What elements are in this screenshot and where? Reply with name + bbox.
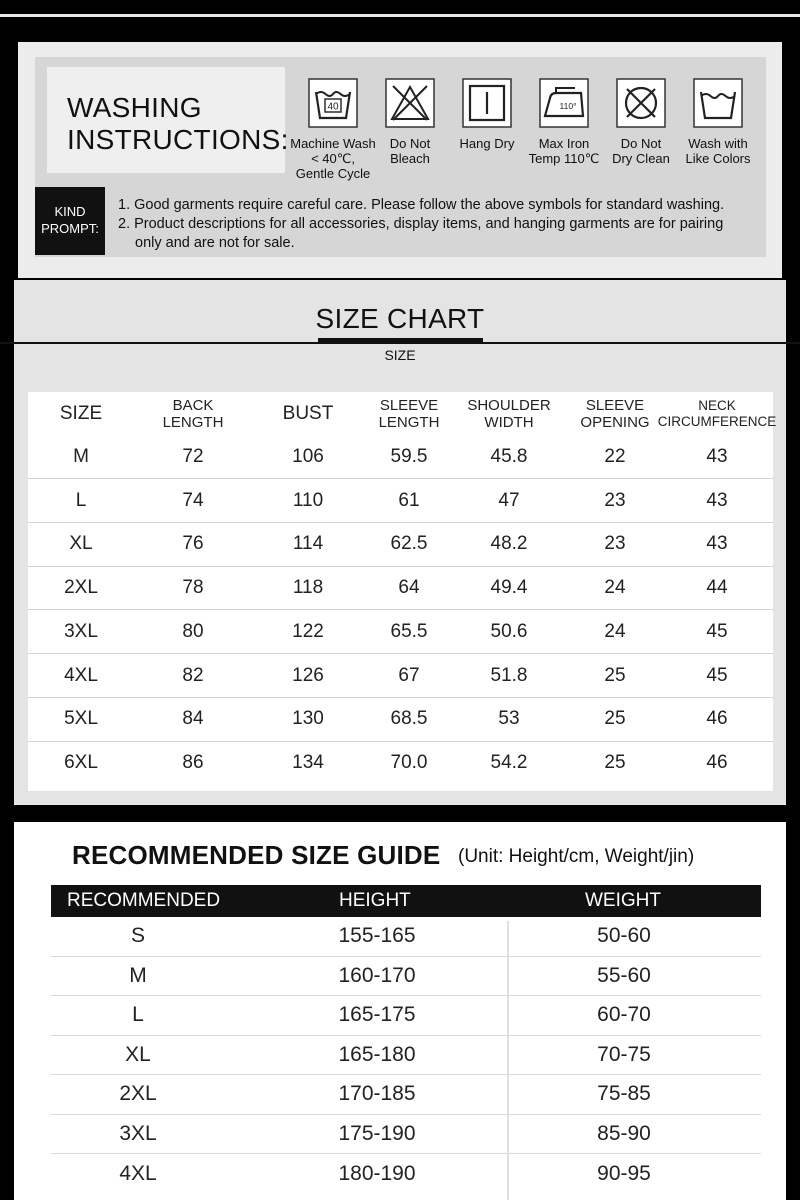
header-size: SIZE (59, 403, 103, 425)
size-chart-title: SIZE CHART (315, 303, 485, 334)
cell-bust: 130 (292, 708, 324, 730)
cell-neck-circumference: 45 (706, 664, 728, 686)
size-chart-divider (0, 342, 800, 344)
cell-sleeve-opening: 22 (604, 446, 626, 468)
cell-neck-circumference: 43 (706, 446, 728, 468)
cell-size: M (73, 446, 89, 468)
cell-shoulder-width: 45.8 (490, 446, 528, 468)
table-row (28, 567, 773, 611)
header-neck-circumference: NECK CIRCUMFERENCE (657, 397, 777, 429)
table-row (28, 654, 773, 698)
cell-size: 2XL (64, 577, 98, 599)
cell-sleeve-opening: 23 (604, 533, 626, 555)
cell-shoulder-width: 51.8 (490, 664, 528, 686)
recommended-guide-unit: (Unit: Height/cm, Weight/jin) (458, 846, 695, 867)
cell-sleeve-opening: 25 (604, 708, 626, 730)
cell-back-length: 72 (182, 446, 204, 468)
svg-text:110°: 110° (559, 101, 577, 111)
cell-height: 175-190 (338, 1121, 416, 1145)
care-symbol-no-dry-clean: Do Not Dry Clean (595, 78, 687, 166)
size-table-header (28, 392, 777, 436)
iron-110-icon (539, 78, 589, 128)
machine-wash-40-icon (308, 78, 358, 128)
cell-recommended: M (129, 963, 147, 987)
cell-bust: 114 (292, 533, 324, 555)
cell-shoulder-width: 53 (498, 708, 520, 730)
cell-bust: 122 (292, 620, 324, 642)
cell-recommended: XL (125, 1042, 151, 1066)
care-symbol-no-bleach: Do Not Bleach (364, 78, 456, 166)
cell-size: L (75, 489, 87, 511)
cell-back-length: 86 (182, 752, 204, 774)
cell-size: 5XL (64, 708, 98, 730)
recommended-guide-title: RECOMMENDED SIZE GUIDE (72, 840, 441, 870)
washing-title: WASHING INSTRUCTIONS: (67, 92, 289, 155)
cell-sleeve-opening: 24 (604, 577, 626, 599)
size-chart-subtitle: SIZE (384, 347, 416, 363)
cell-sleeve-length: 59.5 (390, 446, 428, 468)
cell-recommended: 4XL (119, 1161, 157, 1185)
cell-shoulder-width: 47 (498, 489, 520, 511)
table-row (28, 611, 773, 655)
cell-sleeve-opening: 25 (604, 752, 626, 774)
header-weight: WEIGHT (585, 890, 661, 911)
header-back-length: BACK LENGTH (162, 396, 224, 431)
cell-neck-circumference: 43 (706, 489, 728, 511)
header-height: HEIGHT (339, 890, 411, 911)
header-shoulder-width: SHOULDER WIDTH (467, 396, 551, 431)
cell-bust: 110 (292, 489, 324, 511)
table-row (28, 742, 773, 786)
cell-back-length: 74 (182, 489, 204, 511)
cell-sleeve-opening: 25 (604, 664, 626, 686)
cell-sleeve-length: 70.0 (390, 752, 428, 774)
header-sleeve-opening: SLEEVE OPENING (580, 396, 650, 431)
cell-shoulder-width: 54.2 (490, 752, 528, 774)
cell-neck-circumference: 45 (706, 620, 728, 642)
care-symbol-like-colors: Wash with Like Colors (672, 78, 764, 166)
cell-weight: 75-85 (597, 1082, 651, 1106)
header-bust: BUST (282, 403, 334, 425)
cell-size: 3XL (64, 620, 98, 642)
table-row (51, 1036, 761, 1076)
cell-size: XL (69, 533, 93, 555)
table-row (28, 479, 773, 523)
cell-weight: 70-75 (597, 1042, 651, 1066)
prompt-note-1: 1. Good garments require careful care. Please follow the above symbols for standard washing. (118, 197, 725, 213)
cell-sleeve-length: 65.5 (390, 620, 428, 642)
prompt-note-2-cont: only and are not for sale. (135, 235, 295, 251)
cell-recommended: L (132, 1003, 144, 1027)
kind-prompt-notes (118, 196, 758, 253)
wash-like-colors-icon (693, 78, 743, 128)
cell-back-length: 82 (182, 664, 204, 686)
cell-sleeve-length: 62.5 (390, 533, 428, 555)
recommended-column-divider (507, 921, 509, 1200)
cell-back-length: 76 (182, 533, 204, 555)
cell-recommended: 2XL (119, 1082, 157, 1106)
cell-bust: 134 (292, 752, 324, 774)
table-row (28, 523, 773, 567)
table-row (28, 436, 773, 480)
header-recommended: RECOMMENDED (67, 890, 221, 911)
cell-shoulder-width: 48.2 (490, 533, 528, 555)
top-divider (0, 14, 800, 17)
recommended-table-header (51, 885, 761, 917)
do-not-bleach-icon (385, 78, 435, 128)
cell-neck-circumference: 44 (706, 577, 728, 599)
cell-height: 165-180 (338, 1042, 416, 1066)
cell-sleeve-length: 68.5 (390, 708, 428, 730)
cell-weight: 60-70 (597, 1003, 651, 1027)
cell-height: 155-165 (338, 924, 416, 948)
cell-back-length: 84 (182, 708, 204, 730)
table-row (51, 1075, 761, 1115)
cell-height: 160-170 (338, 963, 416, 987)
care-symbol-machine-wash: 40 Machine Wash < 40℃, Gentle Cycle (287, 78, 379, 181)
svg-text:40: 40 (327, 101, 339, 113)
cell-back-length: 80 (182, 620, 204, 642)
prompt-note-2: 2. Product descriptions for all accessories, display items, and hanging garments are for pairing (118, 216, 724, 232)
cell-weight: 55-60 (597, 963, 651, 987)
kind-prompt-badge: KIND PROMPT: (35, 187, 105, 255)
table-row (51, 996, 761, 1036)
cell-recommended: 3XL (119, 1121, 157, 1145)
table-row (51, 957, 761, 997)
cell-bust: 106 (292, 446, 324, 468)
cell-neck-circumference: 46 (706, 708, 728, 730)
cell-sleeve-length: 64 (398, 577, 420, 599)
cell-back-length: 78 (182, 577, 204, 599)
cell-neck-circumference: 43 (706, 533, 728, 555)
table-row (51, 1154, 761, 1194)
cell-size: 4XL (64, 664, 98, 686)
cell-sleeve-opening: 23 (604, 489, 626, 511)
size-chart-table (28, 392, 777, 791)
cell-shoulder-width: 49.4 (490, 577, 528, 599)
cell-height: 165-175 (338, 1003, 416, 1027)
cell-height: 170-185 (338, 1082, 416, 1106)
table-row (28, 698, 773, 742)
cell-sleeve-length: 61 (398, 489, 420, 511)
cell-bust: 126 (292, 664, 324, 686)
cell-weight: 90-95 (597, 1161, 651, 1185)
cell-recommended: S (130, 924, 146, 948)
cell-size: 6XL (64, 752, 98, 774)
cell-weight: 85-90 (597, 1121, 651, 1145)
hang-dry-icon (462, 78, 512, 128)
cell-weight: 50-60 (597, 924, 651, 948)
cell-sleeve-opening: 24 (604, 620, 626, 642)
do-not-dry-clean-icon (616, 78, 666, 128)
care-symbol-iron: 110° Max Iron Temp 110℃ (518, 78, 610, 166)
care-symbol-hang-dry: Hang Dry (441, 78, 533, 151)
table-row (51, 1115, 761, 1155)
table-row (51, 917, 761, 957)
header-sleeve-length: SLEEVE LENGTH (378, 396, 440, 431)
cell-height: 180-190 (338, 1161, 416, 1185)
cell-neck-circumference: 46 (706, 752, 728, 774)
cell-shoulder-width: 50.6 (490, 620, 528, 642)
cell-bust: 118 (292, 577, 324, 599)
cell-sleeve-length: 67 (398, 664, 420, 686)
